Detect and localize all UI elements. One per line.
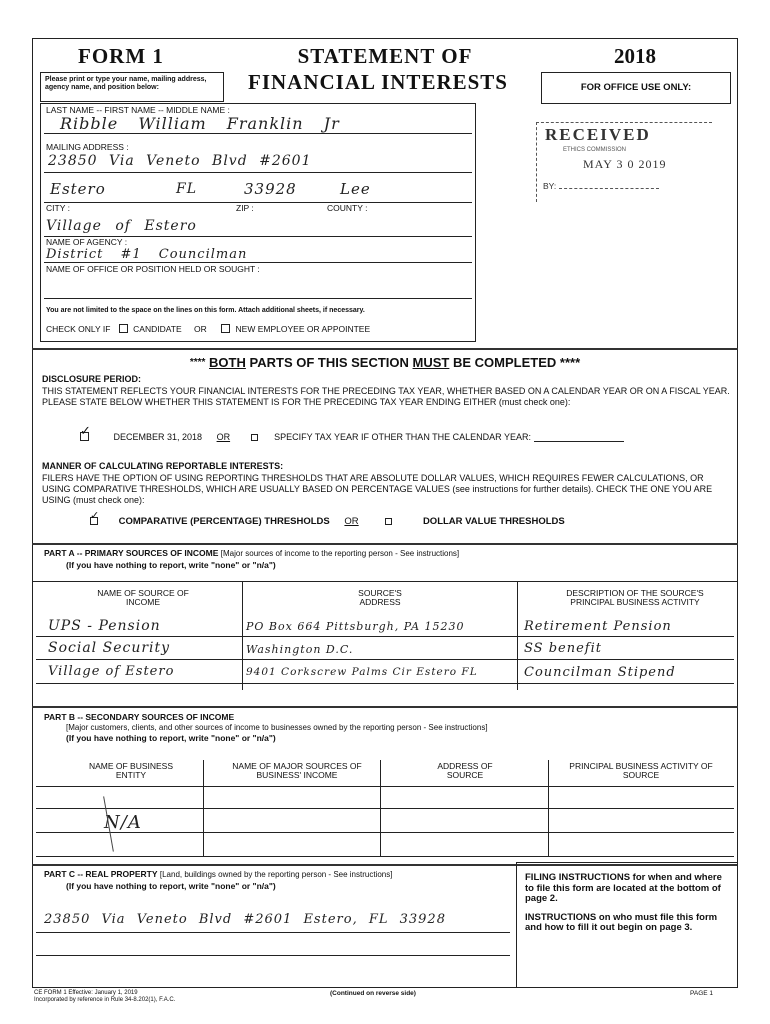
not-limited-note: You are not limited to the space on the lines on this form. Attach additional sheets, if necessary. (46, 307, 365, 314)
office-line (44, 298, 472, 299)
agency-city-value[interactable]: Village of Estero (46, 218, 197, 234)
stamp-received-text: RECEIVED (545, 125, 651, 144)
state-value[interactable]: FL (176, 181, 198, 197)
stamp-by-label: BY: (543, 181, 557, 191)
part-b-col4-header: PRINCIPAL BUSINESS ACTIVITY OF SOURCE (569, 761, 713, 780)
print-instruction-box (40, 72, 224, 102)
part-b-title: PART B -- SECONDARY SOURCES OF INCOME (44, 712, 235, 722)
part-b-col2-header: NAME OF MAJOR SOURCES OF BUSINESS' INCOME (232, 761, 362, 780)
check-only-label: CHECK ONLY IF (46, 324, 111, 334)
tax-year-options (80, 423, 740, 442)
agency-line (44, 262, 472, 263)
part-b-row1-line (36, 808, 734, 809)
part-c-title: PART C -- REAL PROPERTY (44, 869, 158, 879)
part-a-row1-name[interactable]: UPS - Pension (48, 618, 161, 634)
agency-value[interactable]: District #1 Councilman (46, 247, 248, 262)
december-checkbox[interactable] (80, 423, 91, 441)
specify-year-checkbox[interactable] (251, 434, 258, 441)
part-a-note: (If you have nothing to report, write "none" or "n/a") (66, 560, 276, 570)
specify-year-label: SPECIFY TAX YEAR IF OTHER THAN THE CALENDAR YEAR: (274, 432, 532, 442)
check-or-label: OR (194, 324, 207, 334)
manner-text: FILERS HAVE THE OPTION OF USING REPORTING THRESHOLDS THAT ARE ABSOLUTE DOLLAR VALUES, WHICH REQUIRES FEWER CALCULATIONS, OR USING COMPARATIVE THRESHOLDS, WHICH ARE USUALLY BASED ON PERCENTAGE VALUES (see instructions for further details). CHECK THE ONE YOU ARE USING (must check one): (42, 473, 713, 505)
received-stamp (536, 122, 712, 202)
office-use-label: FOR OFFICE USE ONLY: (580, 82, 692, 93)
city-line (44, 202, 472, 203)
part-a-row3-name[interactable]: Village of Estero (48, 664, 175, 679)
office-use-box (541, 72, 731, 104)
disclosure-top-rule (32, 348, 738, 350)
december-option-label: DECEMBER 31, 2018 (113, 432, 203, 442)
filing-instructions-box (516, 862, 738, 988)
city-value[interactable]: Estero (50, 180, 106, 198)
part-a-row3-address[interactable]: 9401 Corkscrew Palms Cir Estero FL (246, 666, 478, 678)
part-c-note: (If you have nothing to report, write "none" or "n/a") (66, 881, 276, 891)
part-b-desc: [Major customers, clients, and other sources of income to businesses owned by the reporting person - See instructions] (66, 723, 488, 732)
part-a-col3-header: DESCRIPTION OF THE SOURCE'S PRINCIPAL BUSINESS ACTIVITY (566, 588, 704, 607)
part-b-na-entry[interactable]: N/A (104, 812, 142, 833)
part-a-row1-activity[interactable]: Retirement Pension (524, 619, 672, 634)
part-c-desc: [Land, buildings owned by the reporting person - See instructions] (159, 870, 393, 879)
zip-value[interactable]: 33928 (244, 180, 297, 198)
part-a-desc: [Major sources of income to the reporting person - See instructions] (220, 549, 460, 558)
comparative-checkbox[interactable] (90, 510, 100, 525)
heading-must: MUST (412, 355, 450, 370)
mailing-address-label: MAILING ADDRESS : (46, 142, 129, 152)
specify-year-blank[interactable] (534, 441, 624, 442)
name-label: LAST NAME -- FIRST NAME -- MIDDLE NAME : (46, 105, 230, 115)
heading-stars-pre: **** (189, 357, 206, 368)
checkmark-icon: ✓ (90, 510, 100, 522)
part-b-note: (If you have nothing to report, write "none" or "n/a") (66, 733, 276, 743)
filing-instructions-text: FILING INSTRUCTIONS for when and where to file this form are located at the bottom of page 2. (525, 872, 722, 904)
footer-incorporated: Incorporated by reference in Rule 34-8.202(1), F.A.C. (34, 997, 176, 1003)
part-a-row1-address[interactable]: PO Box 664 Pittsburgh, PA 15230 (246, 620, 465, 633)
statement-title-line2: FINANCIAL INTERESTS (248, 70, 508, 94)
threshold-or: OR (344, 516, 359, 527)
county-value[interactable]: Lee (340, 180, 371, 198)
stamp-commission-text: ETHICS COMMISSION (563, 147, 627, 153)
heading-post: BE COMPLETED **** (453, 355, 581, 370)
manner-title: MANNER OF CALCULATING REPORTABLE INTERESTS: (42, 461, 284, 471)
disclosure-period-text: THIS STATEMENT REFLECTS YOUR FINANCIAL INTERESTS FOR THE PRECEDING TAX YEAR, WHETHER BASED ON A CALENDAR YEAR OR ON A FISCAL YEAR. PLEASE STATE BELOW WHETHER THIS STATEMENT IS FOR THE PRECEDING TAX YEAR ENDING EITHER (must check one): (42, 386, 730, 407)
part-a-top-rule (32, 543, 738, 545)
disclosure-heading (32, 355, 738, 370)
address-line (44, 172, 472, 173)
part-c-property-entry[interactable]: 23850 Via Veneto Blvd #2601 Estero, FL 33928 (44, 912, 446, 927)
new-employee-label: NEW EMPLOYEE OR APPOINTEE (235, 324, 371, 334)
dollar-label: DOLLAR VALUE THRESHOLDS (422, 516, 565, 527)
heading-both: BOTH (209, 355, 246, 370)
new-employee-checkbox[interactable] (221, 324, 230, 333)
disclosure-period-title: DISCLOSURE PERIOD: (42, 374, 142, 384)
form-title: FORM 1 (78, 44, 164, 68)
part-a-row2-address[interactable]: Washington D.C. (246, 643, 354, 656)
candidate-label: CANDIDATE (133, 324, 182, 334)
stamp-date-text: MAY 3 0 2019 (583, 157, 667, 171)
part-a-row3-line (36, 683, 734, 684)
part-b-header-rule (36, 786, 734, 787)
part-b-top-rule (32, 706, 738, 708)
footer-page: PAGE 1 (690, 990, 714, 997)
part-a-title: PART A -- PRIMARY SOURCES OF INCOME (44, 548, 219, 558)
footer-form-id: CE FORM 1 Effective: January 1, 2019 (34, 990, 138, 996)
part-a-row1-line (36, 636, 734, 637)
city-label: CITY : (46, 203, 70, 213)
part-a-row2-name[interactable]: Social Security (48, 640, 171, 656)
part-a-col2-header: SOURCE'S ADDRESS (358, 588, 402, 607)
comparative-label: COMPARATIVE (PERCENTAGE) THRESHOLDS (118, 516, 330, 527)
statement-title-line1: STATEMENT OF (297, 44, 473, 68)
tax-year-or: OR (216, 432, 231, 442)
check-only-row (46, 324, 370, 334)
part-c-header (44, 870, 392, 879)
footer-continued: (Continued on reverse side) (330, 990, 416, 997)
mailing-address-value[interactable]: 23850 Via Veneto Blvd #2601 (48, 153, 312, 169)
part-a-header-rule (32, 581, 738, 582)
name-line (44, 133, 472, 134)
part-c-line-1 (36, 932, 510, 933)
instructions-who-text: INSTRUCTIONS on who must file this form and how to fill it out begin on page 3. (525, 911, 718, 933)
filer-name-value[interactable]: Ribble William Franklin Jr (60, 114, 340, 133)
part-a-row3-activity[interactable]: Councilman Stipend (524, 665, 676, 680)
threshold-options (90, 510, 565, 527)
county-label: COUNTY : (327, 203, 368, 213)
stamp-initials (559, 188, 659, 189)
form-year: 2018 (614, 44, 656, 68)
part-b-col1-header: NAME OF BUSINESS ENTITY (88, 761, 174, 780)
part-a-row2-line (36, 659, 734, 660)
part-a-header (44, 549, 459, 558)
print-instructions: Please print or type your name, mailing address, agency name, and position below: (45, 76, 207, 91)
part-c-line-2 (36, 955, 510, 956)
agency-label: NAME OF AGENCY : (46, 237, 128, 247)
stamp-by-text (543, 182, 712, 191)
checkmark-icon: ✓ (80, 423, 91, 438)
heading-mid: PARTS OF THIS SECTION (249, 355, 409, 370)
dollar-checkbox[interactable] (385, 518, 392, 525)
zip-label: ZIP : (236, 203, 254, 213)
part-b-row3-line (36, 856, 734, 857)
part-a-row2-activity[interactable]: SS benefit (524, 641, 602, 656)
office-position-label: NAME OF OFFICE OR POSITION HELD OR SOUGHT : (46, 264, 260, 274)
part-b-col3-header: ADDRESS OF SOURCE (437, 761, 493, 780)
candidate-checkbox[interactable] (119, 324, 128, 333)
part-a-col1-header: NAME OF SOURCE OF INCOME (97, 588, 189, 607)
